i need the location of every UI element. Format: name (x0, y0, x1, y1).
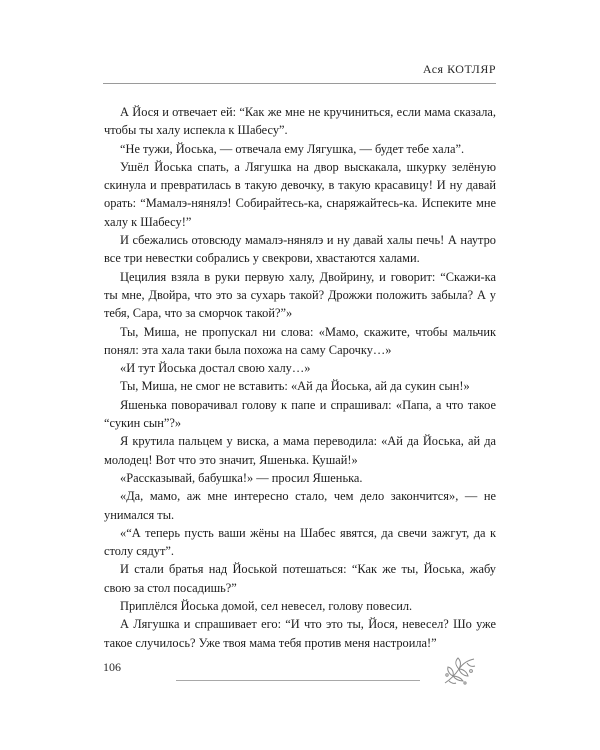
running-header-author: Ася КОТЛЯР (422, 62, 496, 76)
paragraph: Яшенька поворачивал голову к папе и спрашивал: «Папа, а что такое “сукин сын”?» (104, 397, 496, 431)
paragraph: «“А теперь пусть ваши жёны на Шабес явятся, да свечи зажгут, да к столу сядут”. (104, 525, 496, 559)
paragraph: А Лягушка и спрашивает его: “И что это ты, Йося, невесел? Шо уже такое случилось? Уже твоя мама тебя против меня настроила!” (104, 617, 496, 650)
paragraph: А Йося и отвечает ей: “Как же мне не кручиниться, если мама сказала, чтобы ты халу испекла к Шабесу”. (104, 105, 496, 138)
paragraph: Приплёлся Йоська домой, сел невесел, голову повесил. (120, 599, 413, 614)
header-divider (103, 83, 496, 84)
paragraph: Ты, Миша, не смог не вставить: «Ай да Йоська, ай да сукин сын!» (120, 379, 470, 394)
paragraph: Я крутила пальцем у виска, а мама переводила: «Ай да Йоська, ай да молодец! Вот что это значит, Яшенька. Кушай!» (104, 434, 496, 467)
paragraph: “Не тужи, Йоська, — отвечала ему Лягушка, — будет тебе хала”. (120, 141, 465, 156)
footer-divider (176, 680, 420, 681)
page-number: 106 (103, 660, 121, 674)
paragraph: И стали братья над Йоськой потешаться: “Как же ты, Йоська, жабу свою за стол посадишь?” (104, 562, 496, 595)
paragraph: Ты, Миша, не пропускал ни слова: «Мамо, скажите, чтобы мальчик понял: эта хала таки была похожа на саму Сарочку…» (104, 324, 496, 357)
paragraph: Цецилия взяла в руки первую халу, Двойрину, и говорит: “Скажи-ка ты мне, Двойра, что это за сухарь такой? Дрожжи положить забыла? А у тебя, Сара, что за сморчок такой?”» (104, 269, 496, 321)
paragraph: И сбежались отовсюду мамалэ-нянялэ и ну давай халы печь! А наутро все три невестки собрались у свекрови, хвастаются халами. (104, 233, 496, 266)
page-body-text (104, 103, 496, 652)
floral-ornament-icon (441, 655, 477, 687)
paragraph: «Да, мамо, аж мне интересно стало, чем дело закончится», — не унимался ты. (104, 489, 496, 522)
paragraph: «Рассказывай, бабушка!» — просил Яшенька. (120, 470, 363, 485)
paragraph: Ушёл Йоська спать, а Лягушка на двор выскакала, шкурку зелёную скинула и превратилась в такую девочку, в такую красавицу! И ну давай орать: “Мамалэ-нянялэ! Собирайтесь-ка, снаряжайтесь-ка. Испеките мне халу к Шабесу!” (104, 159, 496, 229)
paragraph: «И тут Йоська достал свою халу…» (120, 361, 311, 376)
